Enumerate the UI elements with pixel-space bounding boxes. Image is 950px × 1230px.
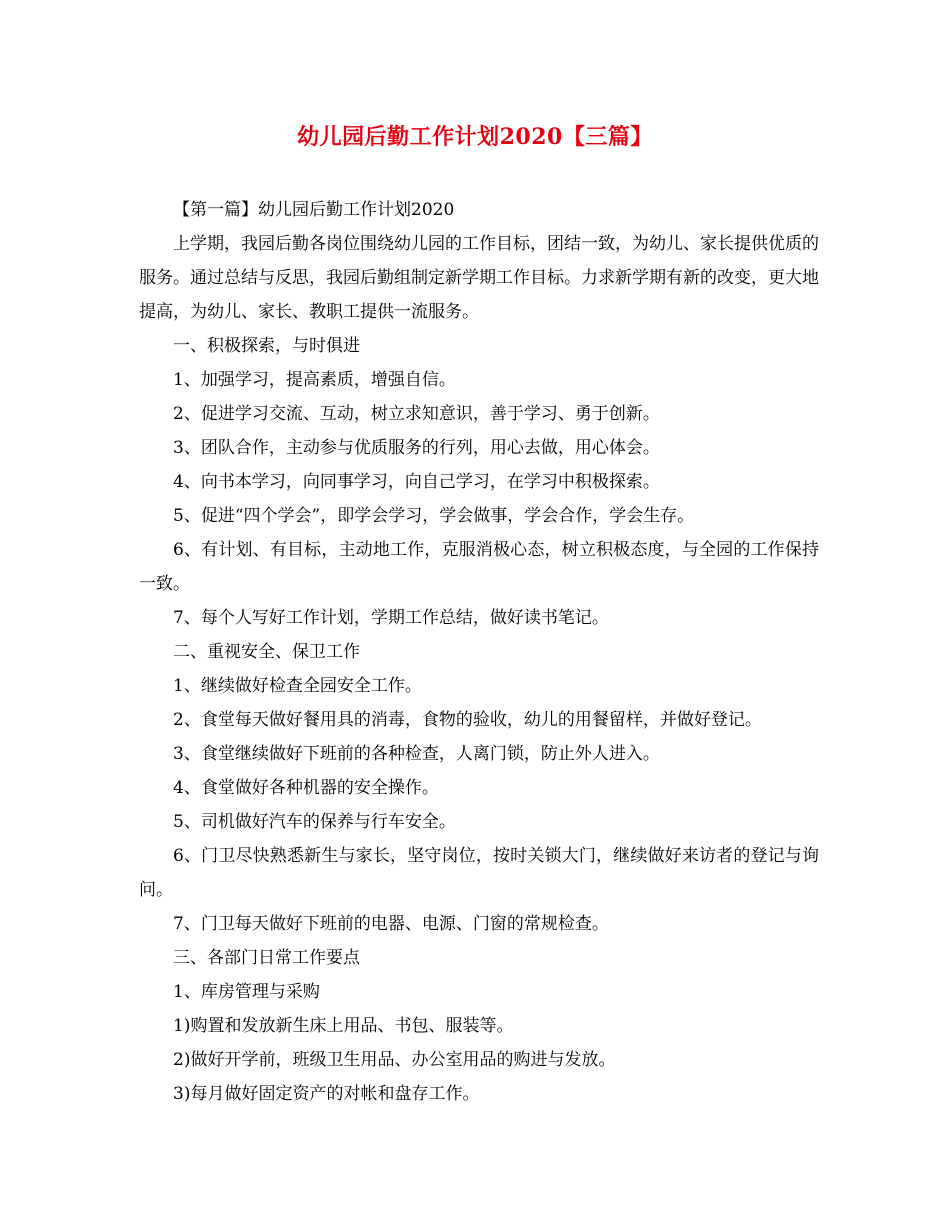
list-item: 1、库房管理与采购 — [173, 982, 320, 1002]
list-item: 5、司机做好汽车的保养与行车安全。 — [173, 812, 456, 832]
list-item: 6、门卫尽快熟悉新生与家长，坚守岗位，按时关锁大门，继续做好来访者的登记与询问。 — [139, 846, 819, 900]
paragraph: 上学期，我园后勤各岗位围绕幼儿园的工作目标，团结一致，为幼儿、家长提供优质的服务。通过总结与反思，我园后勤组制定新学期工作目标。力求新学期有新的改变，更大地提高，为幼儿、家长、教职工提供一流服务。 — [139, 234, 819, 322]
section-heading: 三、各部门日常工作要点 — [173, 948, 360, 968]
list-item: 4、向书本学习，向同事学习，向自己学习，在学习中积极探索。 — [173, 472, 660, 492]
section-heading: 二、重视安全、保卫工作 — [173, 642, 360, 662]
list-item: 4、食堂做好各种机器的安全操作。 — [173, 778, 439, 798]
sub-list-item: 1)购置和发放新生床上用品、书包、服装等。 — [173, 1016, 514, 1036]
sub-list-item: 2)做好开学前，班级卫生用品、办公室用品的购进与发放。 — [173, 1050, 616, 1070]
paragraph: 【第一篇】幼儿园后勤工作计划2020 — [173, 200, 455, 220]
list-item: 2、促进学习交流、互动，树立求知意识，善于学习、勇于创新。 — [173, 404, 660, 424]
sub-list-item: 3)每月做好固定资产的对帐和盘存工作。 — [173, 1084, 480, 1104]
list-item: 6、有计划、有目标，主动地工作，克服消极心态，树立积极态度，与全园的工作保持一致。 — [139, 540, 819, 594]
list-item: 2、食堂每天做好餐用具的消毒，食物的验收，幼儿的用餐留样，并做好登记。 — [173, 710, 762, 730]
list-item: 5、促进“四个学会”，即学会学习，学会做事，学会合作，学会生存。 — [173, 506, 695, 526]
list-item: 1、加强学习，提高素质，增强自信。 — [173, 370, 456, 390]
document-title: 幼儿园后勤工作计划2020【三篇】 — [297, 124, 653, 150]
list-item: 1、继续做好检查全园安全工作。 — [173, 676, 422, 696]
list-item: 3、团队合作，主动参与优质服务的行列，用心去做，用心体会。 — [173, 438, 660, 458]
document-body — [139, 193, 819, 1111]
list-item: 3、食堂继续做好下班前的各种检查，人离门锁，防止外人进入。 — [173, 744, 660, 764]
list-item: 7、每个人写好工作计划，学期工作总结，做好读书笔记。 — [173, 608, 609, 628]
list-item: 7、门卫每天做好下班前的电器、电源、门窗的常规检查。 — [173, 914, 609, 934]
section-heading: 一、积极探索，与时俱进 — [173, 336, 360, 356]
